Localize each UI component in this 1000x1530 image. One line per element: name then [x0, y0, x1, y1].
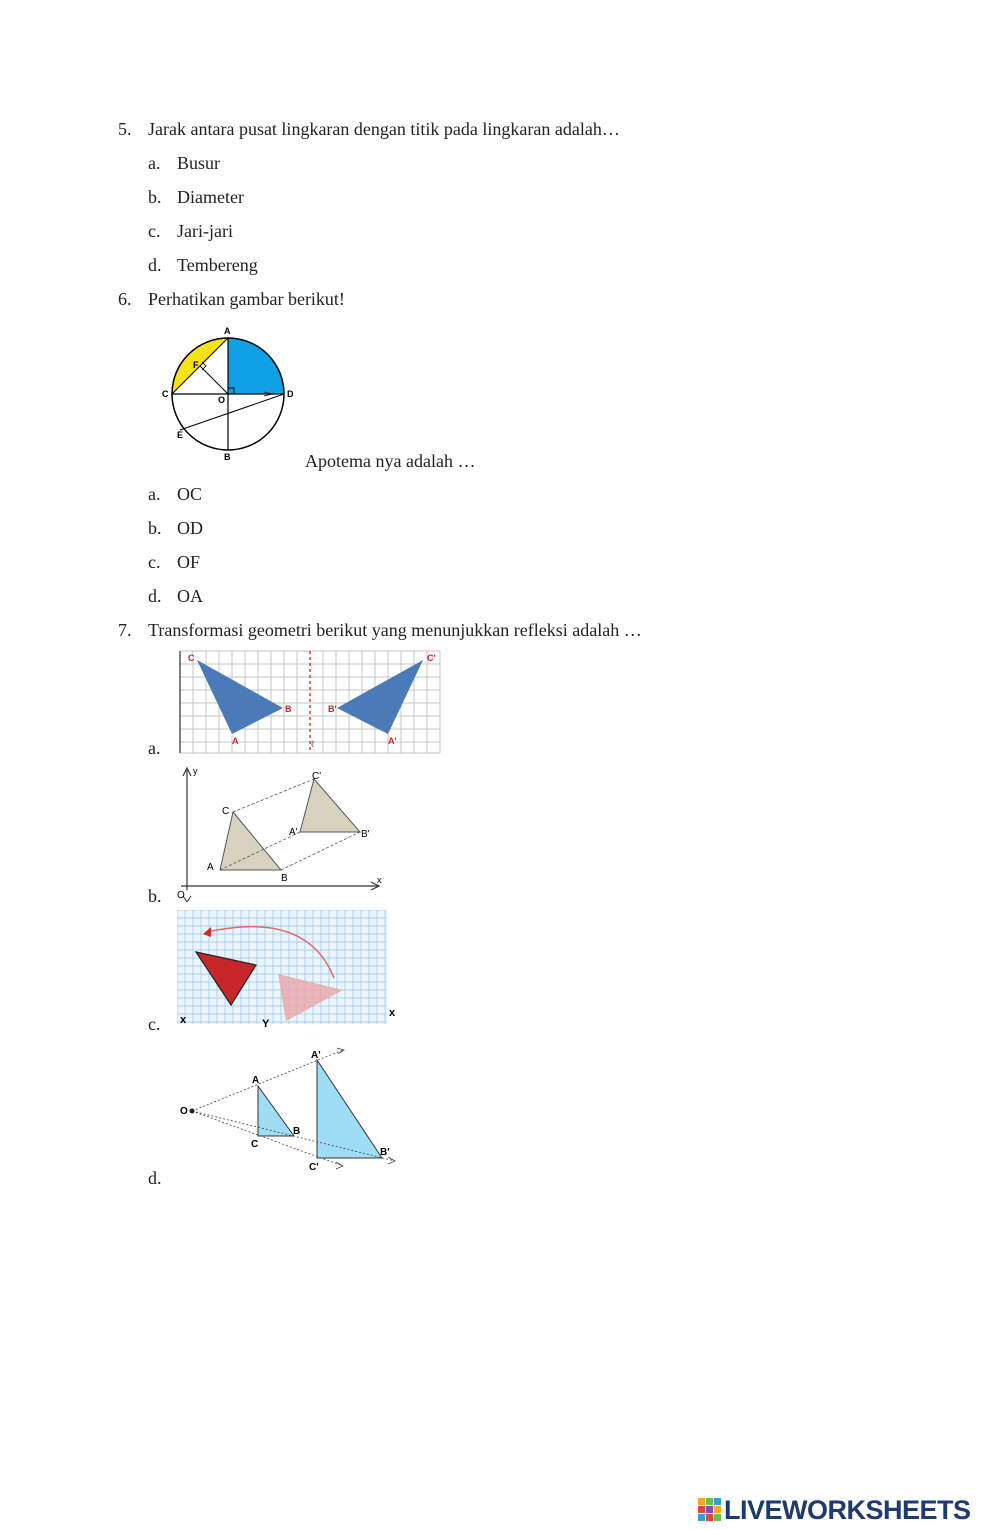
triangle-large	[317, 1060, 382, 1158]
c-label-Y: Y	[262, 1018, 270, 1030]
c-label-x2: x	[389, 1007, 396, 1019]
liveworksheets-logo[interactable]	[698, 1495, 971, 1525]
b-label-B2: B'	[361, 829, 370, 840]
triangle-translated	[300, 779, 360, 832]
b-label-B: B	[281, 873, 288, 884]
question-6-caption: Apotema nya adalah …	[305, 451, 476, 471]
fig6-label-B: B	[224, 452, 231, 462]
b-label-x: x	[377, 875, 382, 885]
q6-option-b-text[interactable]: OD	[177, 518, 203, 538]
question-5-number: 5.	[118, 119, 132, 139]
circle-figure	[160, 322, 300, 462]
q7-option-c-figure[interactable]	[177, 910, 401, 1032]
q5-option-c-text[interactable]: Jari-jari	[177, 221, 233, 241]
q7-option-b-letter[interactable]: b.	[148, 886, 162, 906]
b-label-A2: A'	[289, 827, 298, 838]
fig6-label-O: O	[218, 395, 226, 405]
liveworksheets-icon	[698, 1498, 722, 1522]
q7-option-b-figure[interactable]	[173, 762, 388, 902]
d-label-A: A	[252, 1075, 260, 1086]
a-label-B2: B'	[328, 704, 337, 714]
q6-option-c-text[interactable]: OF	[177, 552, 201, 572]
fig6-label-E: E	[177, 430, 184, 440]
q7-option-a-letter[interactable]: a.	[148, 738, 161, 758]
question-6-text: Perhatikan gambar berikut!	[148, 289, 345, 309]
fig6-label-D: D	[287, 389, 294, 399]
question-7-text: Transformasi geometri berikut yang menunjukkan refleksi adalah …	[148, 620, 642, 640]
q5-option-a-text[interactable]: Busur	[177, 153, 221, 173]
a-label-l: ℓ	[311, 739, 314, 749]
q5-option-c-letter: c.	[148, 221, 161, 241]
q7-option-a-figure[interactable]	[177, 648, 443, 756]
q5-option-a-letter: a.	[148, 153, 161, 173]
b-label-C2: C'	[312, 771, 322, 782]
d-label-C: C	[251, 1139, 259, 1150]
q5-option-b-text[interactable]: Diameter	[177, 187, 244, 207]
q5-option-d-letter: d.	[148, 255, 162, 275]
q6-option-d-text[interactable]: OA	[177, 586, 203, 606]
q6-option-a-letter: a.	[148, 484, 161, 504]
a-label-A2: A'	[388, 736, 397, 746]
d-label-A2: A'	[311, 1050, 321, 1061]
d-label-B: B	[293, 1126, 301, 1137]
c-label-x1: x	[180, 1014, 187, 1026]
a-label-A: A	[232, 736, 239, 746]
b-label-C: C	[222, 806, 230, 817]
d-label-O: O	[180, 1106, 188, 1117]
q6-option-a-text[interactable]: OC	[177, 484, 203, 504]
q7-option-d-letter[interactable]: d.	[148, 1168, 162, 1188]
b-label-y: y	[193, 766, 198, 776]
a-label-B: B	[285, 704, 292, 714]
fig6-label-A: A	[224, 326, 231, 336]
q5-option-b-letter: b.	[148, 187, 162, 207]
a-label-C2: C'	[427, 653, 436, 663]
fig6-label-F: F	[193, 360, 199, 370]
b-label-O: O	[177, 890, 185, 901]
triangle-original	[220, 812, 281, 870]
q5-option-d-text[interactable]: Tembereng	[177, 255, 258, 275]
q7-option-c-letter[interactable]: c.	[148, 1014, 161, 1034]
fig6-label-C: C	[162, 389, 169, 399]
question-7-number: 7.	[118, 620, 132, 640]
d-label-B2: B'	[380, 1147, 390, 1158]
q6-option-c-letter: c.	[148, 552, 161, 572]
q6-option-d-letter: d.	[148, 586, 162, 606]
blue-sector	[228, 338, 284, 394]
q7-option-d-figure[interactable]	[177, 1040, 402, 1180]
b-label-A: A	[207, 862, 214, 873]
question-6-number: 6.	[118, 289, 132, 309]
d-label-C2: C'	[309, 1162, 319, 1173]
question-5-text: Jarak antara pusat lingkaran dengan titik pada lingkaran adalah…	[148, 119, 620, 139]
liveworksheets-text: LIVEWORKSHEETS	[724, 1494, 971, 1525]
q6-option-b-letter: b.	[148, 518, 162, 538]
a-label-C: C	[188, 653, 195, 663]
